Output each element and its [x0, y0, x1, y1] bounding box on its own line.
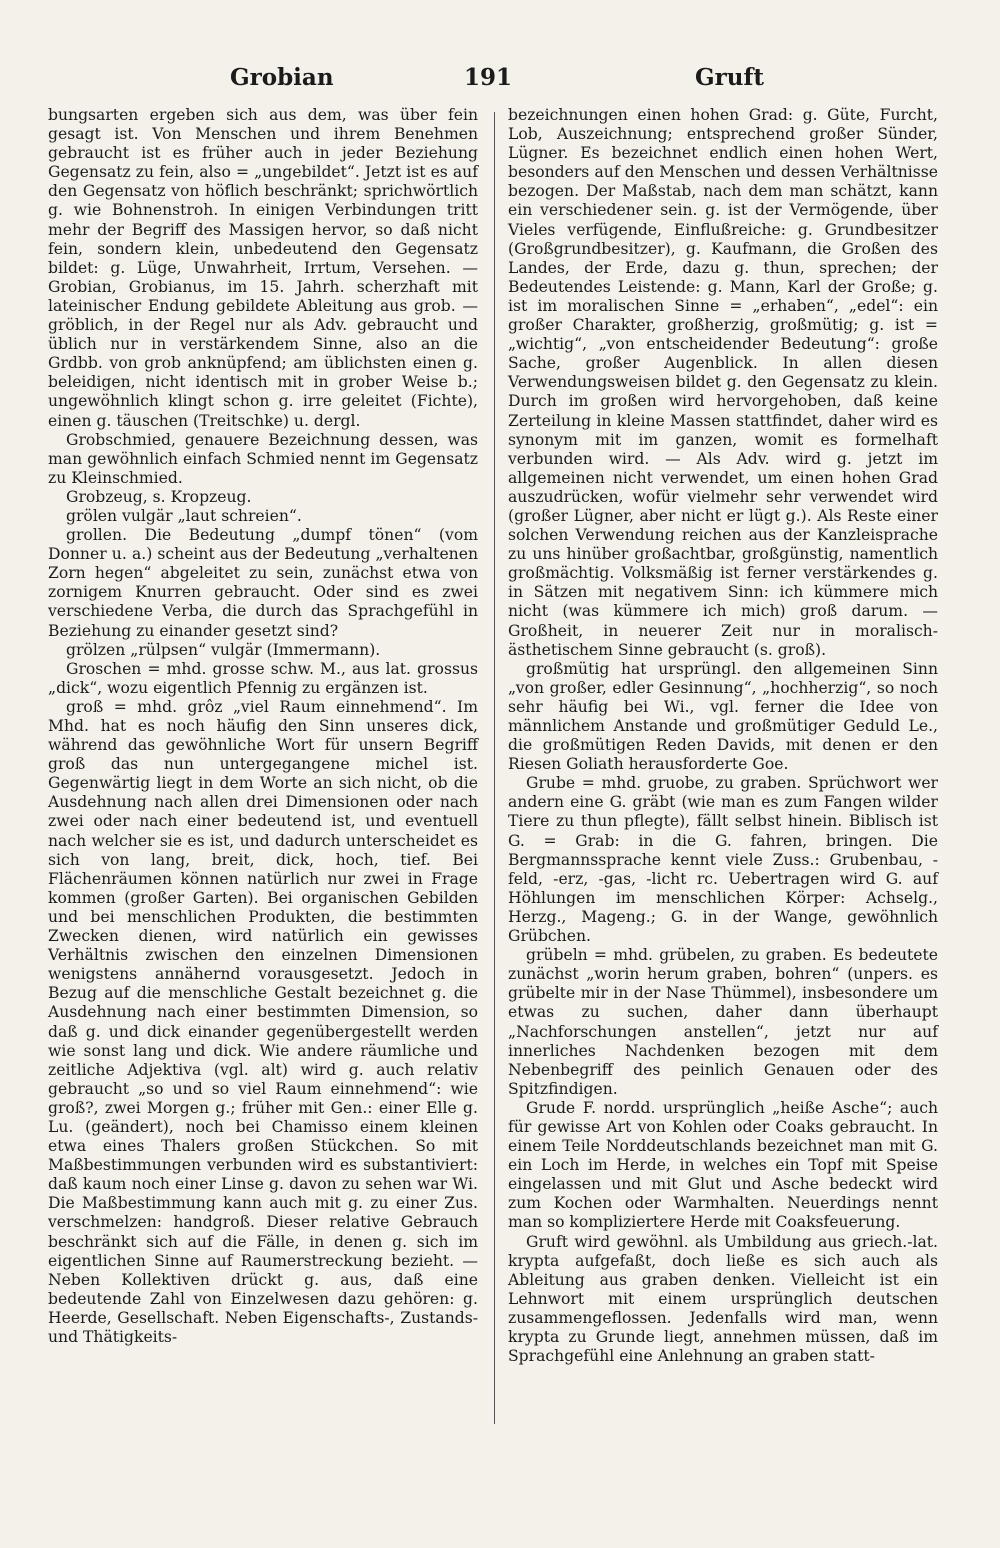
header-right-word: Gruft — [695, 64, 764, 91]
column-divider — [494, 112, 495, 1424]
header-left-word: Grobian — [230, 64, 334, 91]
paragraph: bungsarten ergeben sich aus dem, was über fein gesagt ist. Von Menschen und ihrem Benehmen gebraucht ist es früher auch in jeder Beziehung Gegensatz zu fein, also = „ungebildet“. Jetzt ist es auf den Gegensatz von höflich beschränkt; sprichwörtlich g. wie Bohnenstroh. In einigen Verbindungen tritt mehr der Begriff des Massigen hervor, so daß nicht fein, sondern klein, unbedeutend den Gegensatz bildet: g. Lüge, Unwahrheit, Irrtum, Versehen. — Grobian, Grobianus, im 15. Jahrh. scherzhaft mit lateinischer Endung gebildete Ableitung aus grob. — gröblich, in der Regel nur als Adv. gebraucht und üblich nur in verstärkendem Sinne, also an die Grdbb. von grob anknüpfend; am üblichsten einen g. beleidigen, nicht identisch mit in grober Weise b.; ungewöhnlich klingt schon g. irre geleitet (Fichte), einen g. täuschen (Treitschke) u. dergl. — [48, 106, 478, 430]
paragraph: Grobschmied, genauere Bezeichnung dessen, was man gewöhnlich einfach Schmied nennt im Gegensatz zu Kleinschmied. — [48, 430, 478, 487]
running-head — [52, 58, 952, 98]
paragraph: grölen vulgär „laut schreien“. — [66, 506, 302, 525]
paragraph: grollen. Die Bedeutung „dumpf tönen“ (vom Donner u. a.) scheint aus der Bedeutung „verhaltenen Zorn hegen“ abgeleitet zu sein, zunächst etwa von zornigem Knurren gebraucht. Oder sind es zwei verschiedene Verba, die durch das Sprachgefühl in Beziehung zu einander gesetzt sind? — [48, 526, 478, 640]
paragraph: großmütig hat ursprüngl. den allgemeinen Sinn „von großer, edler Gesinnung“, „hochherzig“, so noch sehr häufig bei Wi., vgl. ferner die Idee von männlichem Anstande und großmütiger Geduld Le., die großmütigen Reden Davids, mit denen er den Riesen Goliath herausforderte Goe. — [508, 659, 938, 774]
paragraph: Grube = mhd. gruobe, zu graben. Sprüchwort wer andern eine G. gräbt (wie man es zum Fangen wilder Tiere zu thun pflegte), fällt selbst hinein. Biblisch ist G. = Grab: in die G. fahren, bringen. Die Bergmannssprache kennt viele Zuss.: Grubenbau, -feld, -erz, -gas, -licht rc. Uebertragen wird G. auf Höhlungen im menschlichen Körper: Achselg., Herzg., Mageng.; G. in der Wange, gewöhnlich Grübchen. — [508, 774, 938, 946]
paragraph: Grobzeug, s. Kropzeug. — [66, 487, 252, 506]
paragraph: bezeichnungen einen hohen Grad: g. Güte, Furcht, Lob, Auszeichnung; entsprechend großer Sünder, Lügner. Es bezeichnet endlich einen hohen Wert, besonders auf den Menschen und dessen Verhältnisse bezogen. Der Maßstab, nach dem man schätzt, kann ein verschiedener sein. g. ist der Vermögende, über Vieles verfügende, Einflußreiche: g. Grundbesitzer (Großgrundbesitzer), g. Kaufmann, die Großen des Landes, der Erde, dazu g. thun, sprechen; der Bedeutendes Leistende: g. Mann, Karl der Große; g. ist im moralischen Sinne = „erhaben“, „edel“: ein großer Charakter, großherzig, großmütig; g. ist = „wichtig“, „von entscheidender Bedeutung“: große Sache, großer Augenblick. In allen diesen Verwendungsweisen bildet g. den Gegensatz zu klein. Durch im großen wird hervorgehoben, daß keine Zerteilung in kleine Massen stattfindet, daher wird es synonym mit im ganzen, womit es formelhaft verbunden wird. — Als Adv. wird g. jetzt im allgemeinen nicht verwendet, um einen hohen Grad auszudrücken, wofür vielmehr sehr verwendet wird (großer Lügner, aber nicht er lügt g.). Als Reste einer solchen Verwendung reichen aus der Kanzleisprache zu uns hinüber großachtbar, großgünstig, namentlich großmächtig. Volksmäßig ist ferner verstärkendes g. in Sätzen mit negativem Sinn: ich kümmere mich nicht (was kümmere ich mich) groß darum. — Großheit, in neuerer Zeit nur in moralisch-ästhetischem Sinne gebraucht (s. groß). — [508, 106, 938, 659]
paragraph: Groschen = mhd. grosse schw. M., aus lat. grossus „dick“, wozu eigentlich Pfennig zu ergänzen ist. — [48, 659, 478, 697]
page-number: 191 — [464, 64, 513, 91]
paragraph: Grude F. nordd. ursprünglich „heiße Asche“; auch für gewisse Art von Kohlen oder Coaks gebraucht. In einem Teile Norddeutschlands bezeichnet man mit G. ein Loch im Herde, in welches ein Topf mit Speise eingelassen und mit Glut und Asche bedeckt wird zum Kochen oder Warmhalten. Neuerdings nennt man so kompliziertere Herde mit Coaksfeuerung. — [508, 1098, 938, 1232]
paragraph: grölzen „rülpsen“ vulgär (Immermann). — [66, 640, 381, 659]
paragraph: grübeln = mhd. grübelen, zu graben. Es bedeutete zunächst „worin herum graben, bohren“ (unpers. es grübelte mir in der Nase Thümmel), insbesondere um etwas zu suchen, daher dann überhaupt „Nachforschungen anstellen“, jetzt nur auf innerliches Nachdenken bezogen mit dem Nebenbegriff des peinlich Genauen oder des Spitzfindigen. — [508, 946, 938, 1098]
left-column — [48, 106, 478, 1347]
right-column — [508, 106, 938, 1366]
paragraph: groß = mhd. grôz „viel Raum einnehmend“. Im Mhd. hat es noch häufig den Sinn unseres dick, während das gewöhnliche Wort für unsern Begriff groß das nun untergegangene michel ist. Gegenwärtig liegt in dem Worte an sich nicht, ob die Ausdehnung nach allen drei Dimensionen oder nach zwei oder nach einer bedeutend ist, und eventuell nach welcher sie es ist, und dadurch unterscheidet es sich von lang, breit, dick, hoch, tief. Bei Flächenräumen können natürlich nur zwei in Frage kommen (großer Garten). Bei organischen Gebilden und bei menschlichen Produkten, die bestimmten Zwecken dienen, wird natürlich ein gewisses Verhältnis zwischen den einzelnen Dimensionen wenigstens annähernd vorausgesetzt. Jedoch in Bezug auf die menschliche Gestalt bezeichnet g. die Ausdehnung nach einer bestimmten Dimension, so daß g. und dick einander gegenübergestellt werden wie sonst lang und dick. Wie andere räumliche und zeitliche Adjektiva (vgl. alt) wird g. auch relativ gebraucht „so und so viel Raum einnehmend“: wie groß?, zwei Morgen g.; früher mit Gen.: einer Elle g. Lu. (geändert), noch bei Chamisso einem kleinen etwa eines Thalers großen Stückchen. So mit Maßbestimmungen verbunden wird es substantiviert: daß kaum noch einer Linse g. davon zu sehen war Wi. Die Maßbestimmung kann auch mit g. zu einer Zus. verschmelzen: handgroß. Dieser relative Gebrauch beschränkt sich auf die Fälle, in denen g. sich im eigentlichen Sinne auf Raumerstreckung bezieht. — Neben Kollektiven drückt g. aus, daß eine bedeutende Zahl von Einzelwesen dazu gehören: g. Heerde, Gesellschaft. Neben Eigenschafts-, Zustands- und Thätigkeits- — [48, 697, 478, 1346]
paragraph: Gruft wird gewöhnl. als Umbildung aus griech.-lat. krypta aufgefaßt, doch ließe es sich auch als Ableitung aus graben denken. Vielleicht ist ein Lehnwort mit einem ursprünglich deutschen zusammengeflossen. Jedenfalls wird man, wenn krypta zu Grunde liegt, annehmen müssen, daß im Sprachgefühl eine Anlehnung an graben statt- — [508, 1232, 938, 1366]
